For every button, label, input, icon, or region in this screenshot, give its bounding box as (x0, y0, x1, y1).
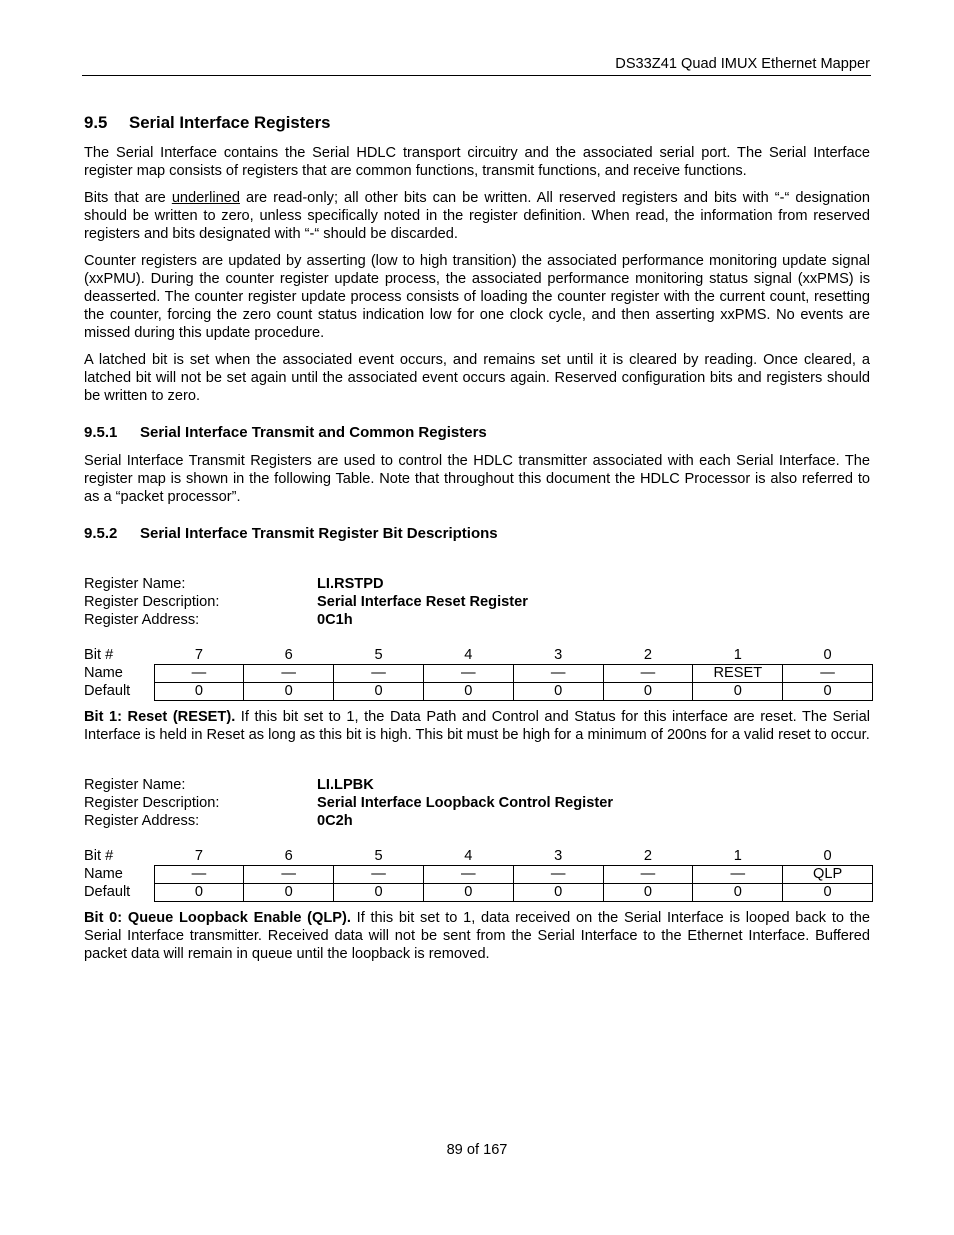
document-header-title: DS33Z41 Quad IMUX Ethernet Mapper (615, 56, 870, 72)
register-name-value: LI.LPBK (317, 777, 374, 793)
row-label: Default (84, 884, 131, 900)
bit-number: 1 (733, 647, 742, 663)
section-heading (84, 112, 870, 134)
subsection-title: Serial Interface Transmit Register Bit Descriptions (140, 525, 498, 542)
bit-number: 3 (554, 848, 563, 864)
section-number: 9.5 (84, 113, 108, 132)
bit-number: 0 (823, 848, 832, 864)
bit-number: 2 (643, 848, 653, 864)
register-block-lpbk (84, 776, 870, 963)
bit-default: 0 (603, 683, 693, 701)
bit-number: 6 (284, 647, 293, 663)
bit-number-row (84, 848, 873, 866)
register-block-rstpd (84, 575, 870, 744)
page-content (84, 112, 870, 972)
bit-default: 0 (334, 884, 424, 902)
row-label: Name (84, 665, 123, 681)
bit-name-row (84, 866, 873, 884)
bit-name: — (334, 665, 424, 683)
register-info (84, 776, 870, 830)
bit-name: — (154, 866, 244, 884)
bit-default: 0 (693, 884, 783, 902)
bit-name: — (423, 866, 513, 884)
bit-name: — (244, 866, 334, 884)
page-number: 89 of 167 (446, 1142, 508, 1158)
paragraph-text: are read-only; all other bits can be written. All reserved registers and bits with “-“ designation should be written to zero, unless specifically noted in the register definition. When read, the information from reserved registers and bits designated with “-“ should be discarded. (84, 190, 870, 242)
bit-description (84, 909, 870, 963)
bit-number: 1 (733, 848, 742, 864)
register-description-label: Register Description: (84, 795, 220, 811)
bit-number: 5 (374, 647, 383, 663)
bit-name-row (84, 665, 873, 683)
section-paragraph-1: The Serial Interface contains the Serial HDLC transport circuitry and the associated serial port. The Serial Interface register map consists of registers that are common functions, transmit functions, and receive functions. (84, 145, 870, 179)
register-description-label: Register Description: (84, 594, 220, 610)
register-description-value: Serial Interface Reset Register (317, 594, 528, 610)
section-paragraph-4: A latched bit is set when the associated event occurs, and remains set until it is cleared by reading. Once cleared, a latched bit will not be set again until the associated event occurs again. Reserved configuration bits and registers should be written to zero. (84, 352, 870, 404)
bit-description-title: Bit 1: Reset (RESET). (84, 709, 236, 725)
bit-name: — (783, 665, 873, 683)
subsection-paragraph: Serial Interface Transmit Registers are used to control the HDLC transmitter associated with each Serial Interface. The register map is shown in the following Table. Note that throughout this document the HDLC Processor is also referred to as a “packet processor”. (84, 453, 870, 505)
register-description-value: Serial Interface Loopback Control Register (317, 795, 614, 811)
bit-number: 2 (643, 647, 653, 663)
bit-name: QLP (783, 866, 873, 884)
subsection-number: 9.5.2 (84, 525, 118, 542)
bit-default: 0 (783, 683, 873, 701)
register-address-label: Register Address: (84, 612, 200, 628)
bit-name: — (693, 866, 783, 884)
register-address-value: 0C2h (317, 813, 353, 829)
bit-number: 7 (194, 848, 203, 864)
row-label: Bit # (84, 647, 114, 664)
bit-name: RESET (693, 665, 783, 683)
section-title: Serial Interface Registers (129, 113, 331, 132)
section-paragraph-3: Counter registers are updated by asserting (low to high transition) the associated performance monitoring update signal (xxPMU). During the counter register update process, the associated performance monitoring status signal (xxPMS) is deasserted. The counter register update process consists of loading the counter register with the current count, resetting the counter, forcing the zero count status indication low for one clock cycle, and then asserting xxPMS. No events are missed during this update procedure. (84, 253, 870, 341)
register-name-value: LI.RSTPD (317, 576, 384, 592)
bit-default: 0 (423, 884, 513, 902)
paragraph-text: Bits that are (84, 190, 172, 206)
register-address-value: 0C1h (317, 612, 353, 628)
header-divider (82, 75, 871, 76)
bit-number-row (84, 647, 873, 665)
subsection-title: Serial Interface Transmit and Common Registers (140, 424, 487, 441)
bit-number: 4 (464, 647, 473, 663)
bit-name: — (244, 665, 334, 683)
bit-default: 0 (693, 683, 783, 701)
subsection-heading-2 (84, 524, 870, 544)
bit-default: 0 (334, 683, 424, 701)
bit-default: 0 (244, 884, 334, 902)
bit-default: 0 (154, 683, 244, 701)
bit-number: 5 (374, 848, 383, 864)
bit-default: 0 (513, 884, 603, 902)
subsection-number: 9.5.1 (84, 424, 118, 441)
bit-name: — (603, 866, 693, 884)
bit-name: — (513, 866, 603, 884)
bit-description-title: Bit 0: Queue Loopback Enable (QLP). (84, 910, 351, 926)
bit-default: 0 (513, 683, 603, 701)
bit-default-row (84, 683, 873, 701)
bit-default-row (84, 884, 873, 902)
bit-number: 4 (464, 848, 473, 864)
underlined-term: underlined (171, 190, 240, 206)
bit-description (84, 708, 870, 744)
bit-number: 6 (284, 848, 293, 864)
bit-number: 0 (823, 647, 832, 663)
bit-default: 0 (423, 683, 513, 701)
bit-number: 7 (194, 647, 203, 663)
register-name-label: Register Name: (84, 576, 186, 592)
bit-table (84, 848, 873, 902)
bit-name: — (423, 665, 513, 683)
bit-name: — (513, 665, 603, 683)
register-name-label: Register Name: (84, 777, 186, 793)
register-info (84, 575, 870, 629)
section-paragraph-2 (84, 189, 870, 243)
bit-default: 0 (154, 884, 244, 902)
register-address-label: Register Address: (84, 813, 200, 829)
bit-default: 0 (783, 884, 873, 902)
subsection-heading-1 (84, 423, 870, 443)
row-label: Name (84, 866, 123, 882)
bit-name: — (603, 665, 693, 683)
bit-name: — (154, 665, 244, 683)
row-label: Default (84, 683, 131, 699)
bit-name: — (334, 866, 424, 884)
bit-description-text: If this bit set to 1, data received on the Serial Interface is looped back to the Serial Interface transmitter. Received data will not be sent from the Serial Interface to the Ethernet Interface. Buffered packet data will remain in queue until the loopback is removed. (84, 910, 870, 962)
bit-default: 0 (244, 683, 334, 701)
bit-table (84, 647, 873, 701)
bit-description-text: If this bit set to 1, the Data Path and Control and Status for this interface are reset. The Serial Interface is held in Reset as long as this bit is high. This bit must be high for a minimum of 200ns for a valid reset to occur. (84, 709, 870, 743)
bit-number: 3 (554, 647, 563, 663)
bit-default: 0 (603, 884, 693, 902)
row-label: Bit # (84, 848, 114, 865)
